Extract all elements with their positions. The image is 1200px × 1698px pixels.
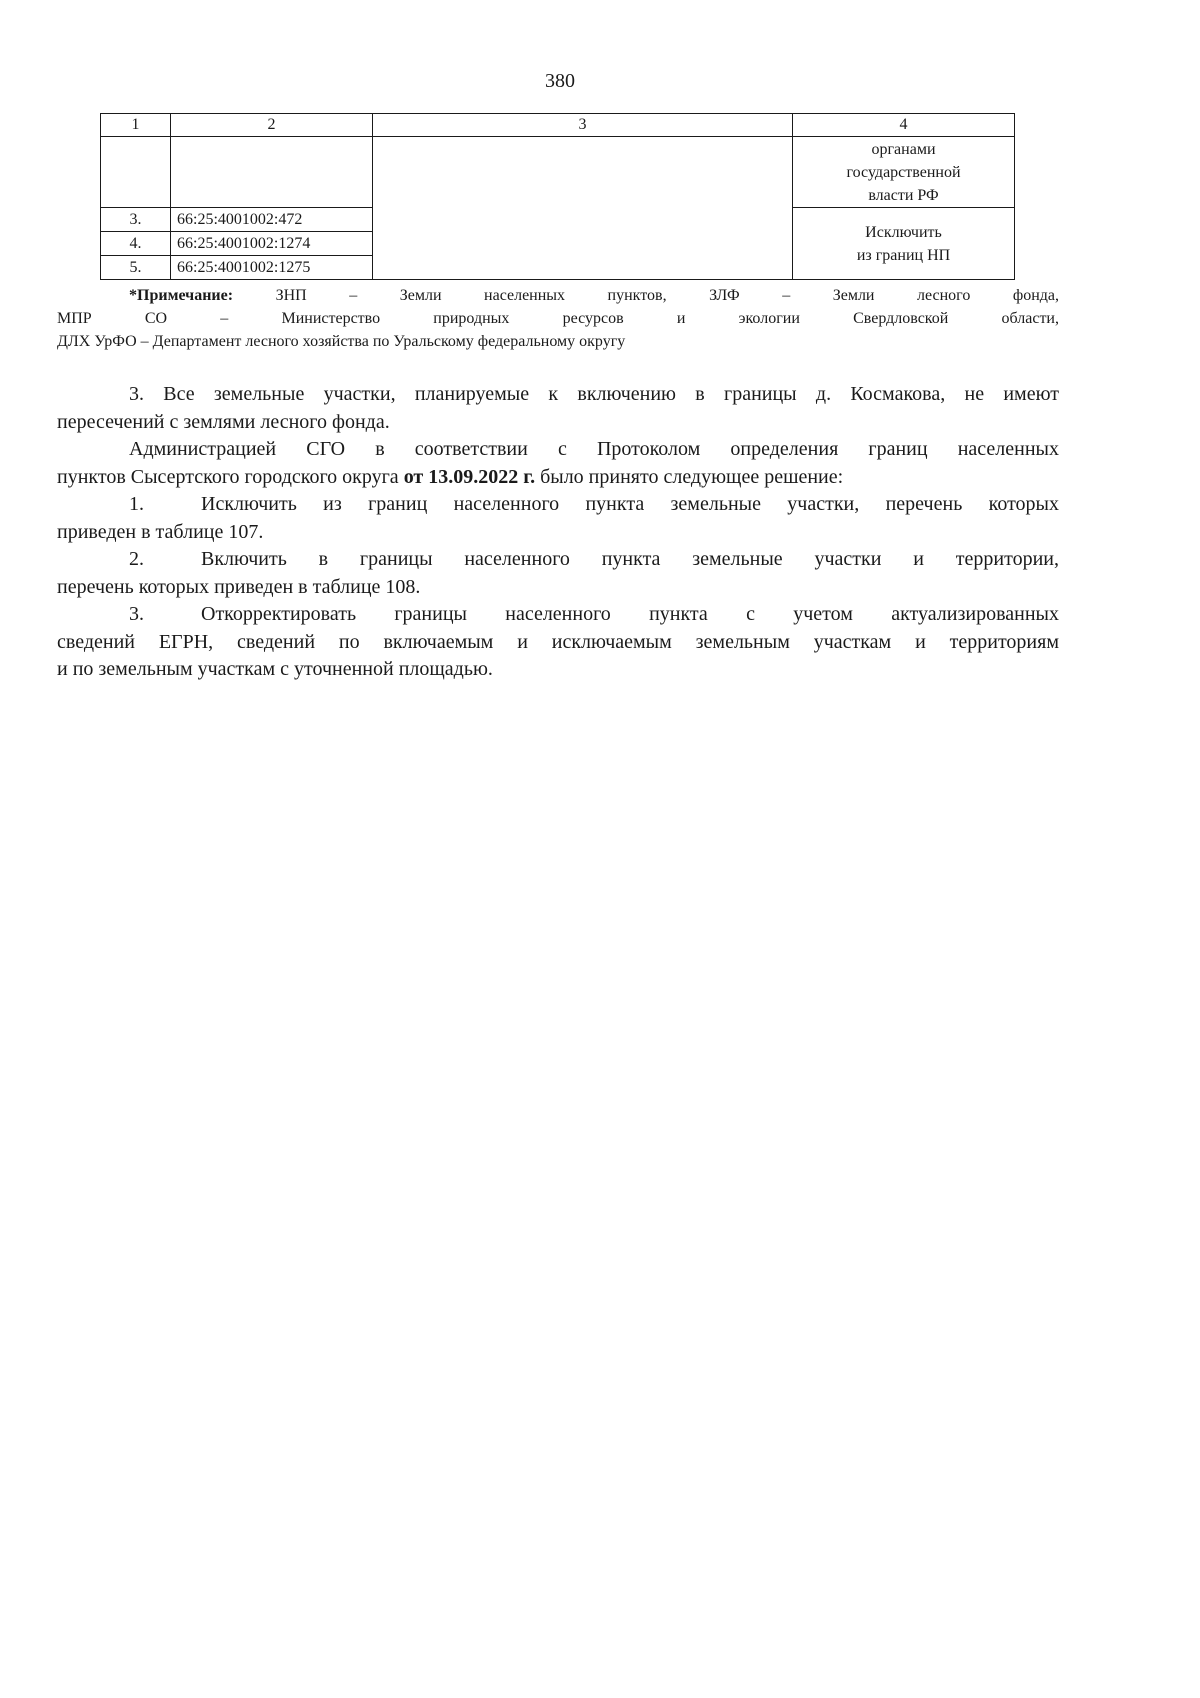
paragraph-line: Администрацией СГО в соответствии с Протоколом определения границ населенных — [129, 438, 1059, 460]
paragraph-text: было принято следующее решение: — [535, 465, 844, 488]
note-line — [57, 284, 1059, 307]
list-number: 3. — [129, 603, 144, 625]
list-number: 1. — [129, 493, 144, 515]
decision-line: из границ НП — [856, 246, 951, 264]
list-item-line — [57, 491, 1059, 519]
body-text — [57, 381, 1059, 684]
table-cell-empty — [101, 137, 171, 208]
table-cell-col3 — [373, 137, 793, 280]
table-cell-decision — [793, 208, 1015, 280]
paragraph-line — [57, 464, 1059, 492]
row-number: 4. — [101, 232, 171, 256]
list-item-line: приведен в таблице 107. — [57, 520, 264, 543]
table-cell-authority — [793, 137, 1015, 208]
list-item-line — [57, 601, 1059, 629]
list-number: 2. — [129, 548, 144, 570]
table-row — [101, 137, 1015, 208]
paragraph-line: 3. Все земельные участки, планируемые к включению в границы д. Космакова, не имеют — [129, 383, 1059, 405]
decision-line: Исключить — [865, 223, 942, 241]
note-line: ДЛХ УрФО – Департамент лесного хозяйства по Уральскому федеральному округу — [57, 333, 626, 350]
table-note — [57, 284, 1059, 353]
list-item-line — [57, 546, 1059, 574]
paragraph-line: пересечений с землями лесного фонда. — [57, 410, 390, 433]
cadastral-number: 66:25:4001002:472 — [171, 208, 373, 232]
row-number: 5. — [101, 256, 171, 280]
list-text: Откорректировать границы населенного пункта с учетом актуализированных — [201, 603, 1059, 625]
list-text: Включить в границы населенного пункта земельные участки и территории, — [201, 548, 1059, 570]
table-header-cell: 3 — [373, 114, 793, 137]
decision-date: от 13.09.2022 г. — [403, 465, 536, 488]
table-header-cell: 2 — [171, 114, 373, 137]
list-item-line: сведений ЕГРН, сведений по включаемым и исключаемым земельным участкам и территориям — [57, 630, 1059, 653]
note-line: МПР СО – Министерство природных ресурсов и экологии Свердловской области, — [57, 310, 1059, 327]
land-plots-table — [100, 113, 1015, 280]
table-header-row — [101, 114, 1015, 137]
paragraph-text: пунктов Сысертского городского округа — [57, 465, 404, 488]
cadastral-number: 66:25:4001002:1274 — [171, 232, 373, 256]
authority-line: власти РФ — [868, 186, 939, 204]
page-number: 380 — [545, 70, 575, 92]
row-number: 3. — [101, 208, 171, 232]
table-header-cell: 1 — [101, 114, 171, 137]
authority-line: органами — [871, 140, 936, 158]
list-item-line: и по земельным участкам с уточненной площадью. — [57, 658, 493, 680]
table-cell-empty — [171, 137, 373, 208]
table-header-cell: 4 — [793, 114, 1015, 137]
note-text: ЗНП – Земли населенных пунктов, ЗЛФ – Земли лесного фонда, — [275, 287, 1060, 304]
list-item-line: перечень которых приведен в таблице 108. — [57, 575, 421, 598]
list-text: Исключить из границ населенного пункта земельные участки, перечень которых — [201, 493, 1059, 515]
authority-line: государственной — [846, 163, 961, 181]
note-label: *Примечание: — [129, 287, 234, 304]
cadastral-number: 66:25:4001002:1275 — [171, 256, 373, 280]
